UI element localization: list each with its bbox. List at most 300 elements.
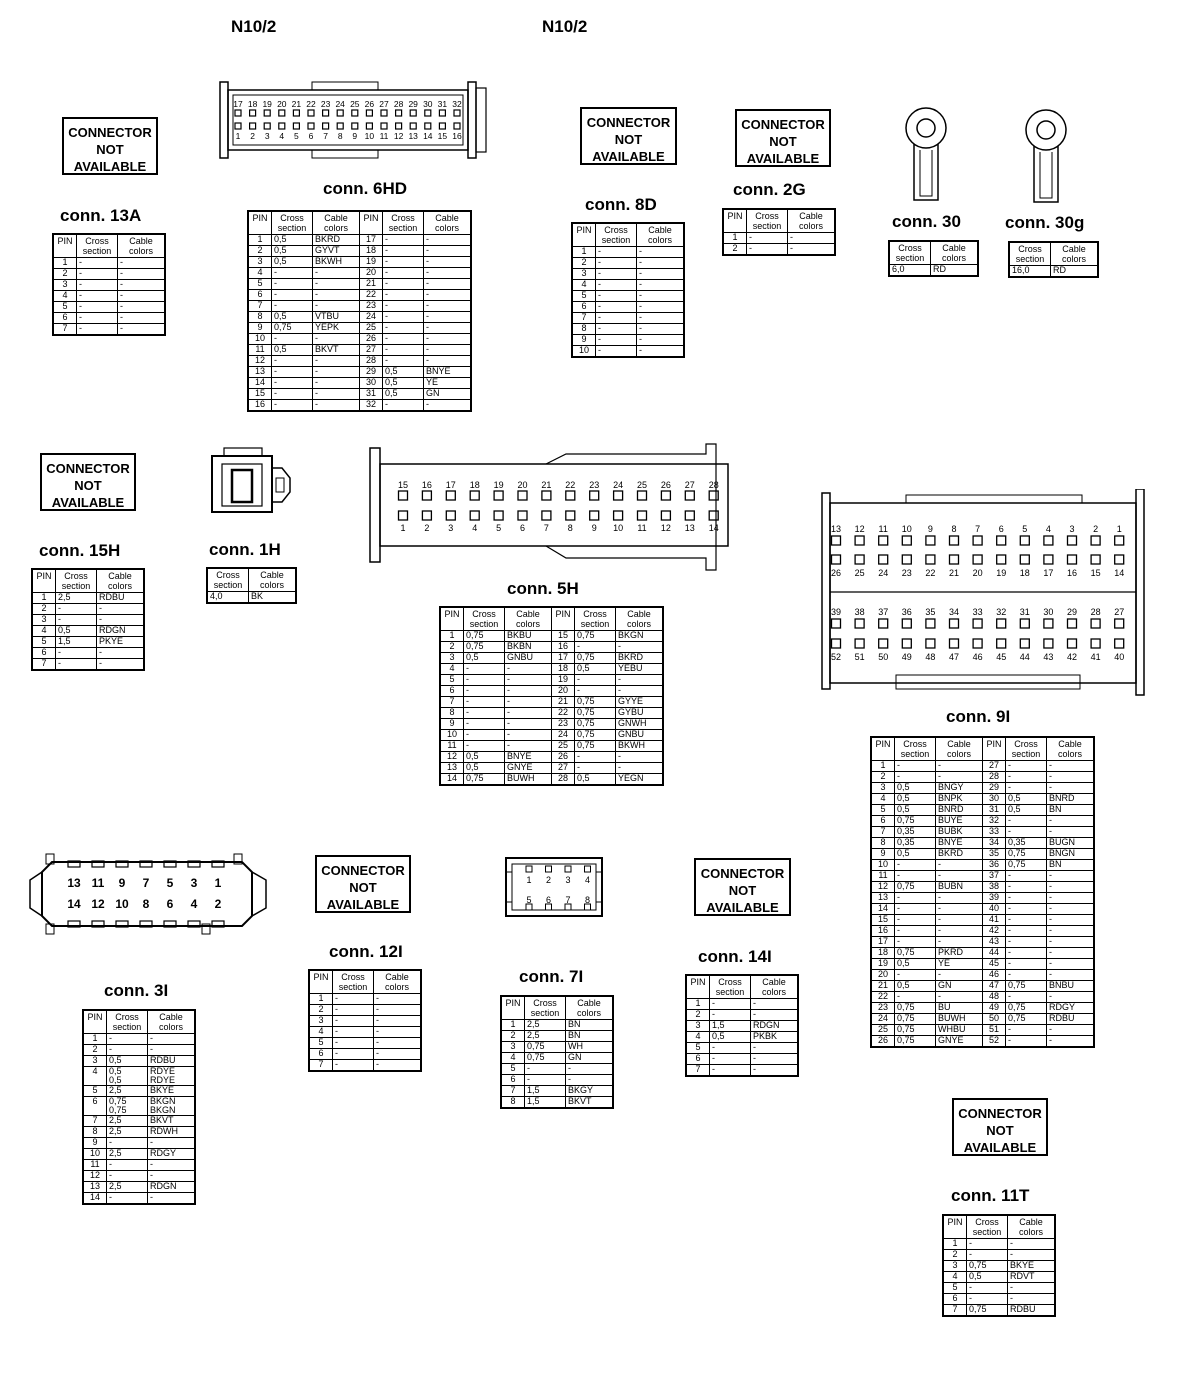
- connector-not-available-box: CONNECTOR NOT AVAILABLE: [735, 109, 831, 167]
- conn-11t-title: conn. 11T: [951, 1186, 1030, 1205]
- cross-section-value: 0,75 0,75: [107, 1097, 148, 1116]
- pin-number: 12: [83, 1171, 107, 1182]
- cross-section-header: Cross section: [1006, 737, 1047, 761]
- cross-section-value: -: [272, 400, 313, 412]
- cable-color-value: -: [616, 763, 664, 774]
- pin-number: 3: [32, 615, 56, 626]
- pin-label: 28: [393, 99, 404, 109]
- cable-colors-header: Cable colors: [1047, 737, 1095, 761]
- cable-color-value: GNBU: [505, 653, 552, 664]
- cross-section-value: -: [895, 926, 936, 937]
- cross-section-value: 0,5: [895, 783, 936, 794]
- pin-label: 28: [1090, 607, 1101, 617]
- pin-number: 1: [501, 1020, 525, 1031]
- cross-section-value: -: [1006, 772, 1047, 783]
- cross-section-value: -: [333, 994, 374, 1005]
- table-row: [32, 637, 144, 648]
- cross-section-value: -: [575, 686, 616, 697]
- cable-color-value: -: [1047, 827, 1095, 838]
- cross-section-header: Cross section: [575, 607, 616, 631]
- table-row: [871, 871, 1094, 882]
- pin-number: 6: [871, 816, 895, 827]
- table-row: [686, 1065, 798, 1077]
- table-row: [871, 827, 1094, 838]
- conn-8d-pin-table: [571, 222, 685, 358]
- pin-label: 32: [996, 607, 1007, 617]
- pin-number: 30: [360, 378, 383, 389]
- pin-number: 26: [871, 1036, 895, 1048]
- pin-label: 30: [1043, 607, 1054, 617]
- pin-label: 1: [235, 131, 241, 141]
- cable-color-value: -: [936, 970, 983, 981]
- table-row: [943, 1294, 1055, 1305]
- cross-section-value: -: [1006, 1025, 1047, 1036]
- cable-color-value: -: [1047, 1036, 1095, 1048]
- cross-section-value: -: [107, 1160, 148, 1171]
- pin-label: 13: [830, 524, 842, 534]
- pin-label: 42: [1066, 652, 1078, 662]
- cable-color-value: BNYE: [936, 838, 983, 849]
- cross-section-value: -: [383, 400, 424, 412]
- pin-label: 2: [424, 523, 430, 533]
- cross-section-value: -: [383, 323, 424, 334]
- pin-number: 2: [943, 1250, 967, 1261]
- pin-label: 29: [408, 99, 418, 109]
- cable-color-value: -: [936, 893, 983, 904]
- pin-label: 15: [437, 131, 448, 141]
- pin-number: 3: [501, 1042, 525, 1053]
- conn-3i-pin-table: [82, 1009, 196, 1205]
- pin-label: 44: [1019, 652, 1030, 662]
- cross-section-value: 0,5: [272, 345, 313, 356]
- conn-13a-title: conn. 13A: [60, 206, 142, 225]
- cable-color-value: -: [936, 904, 983, 915]
- pin-label: 10: [115, 897, 129, 911]
- table-row: [871, 772, 1094, 783]
- cable-color-value: -: [637, 335, 685, 346]
- cross-section-value: 0,75: [272, 323, 313, 334]
- cable-color-value: -: [148, 1138, 196, 1149]
- table-row: [53, 258, 165, 269]
- cross-section-value: -: [967, 1239, 1008, 1250]
- pin-number: 10: [871, 860, 895, 871]
- table-row: [501, 1097, 613, 1109]
- pin-header: PIN: [983, 737, 1006, 761]
- cable-color-value: BKBU: [505, 631, 552, 642]
- pin-number: 30: [983, 794, 1006, 805]
- cable-color-value: -: [788, 233, 836, 244]
- cross-section-value: 0,5: [1006, 805, 1047, 816]
- pin-label: 18: [1019, 568, 1030, 578]
- pin-label: 50: [878, 652, 889, 662]
- cable-color-value: -: [424, 334, 472, 345]
- pin-label: 49: [901, 652, 912, 662]
- conn-6hd-pin-table: [247, 210, 472, 412]
- table-row: [572, 258, 684, 269]
- cable-color-value: -: [936, 860, 983, 871]
- conn-12i-title: conn. 12I: [329, 942, 403, 961]
- cable-color-value: BUBN: [936, 882, 983, 893]
- pin-header: PIN: [248, 211, 272, 235]
- cross-section-value: -: [333, 1016, 374, 1027]
- cable-color-value: GNWH: [616, 719, 664, 730]
- table-row: [871, 915, 1094, 926]
- cable-color-value: -: [313, 268, 360, 279]
- cable-color-value: RDGN: [148, 1182, 196, 1193]
- table-row: [871, 882, 1094, 893]
- cross-section-value: -: [596, 291, 637, 302]
- pin-number: 5: [943, 1283, 967, 1294]
- cable-color-value: BUGN: [1047, 838, 1095, 849]
- pin-label: 12: [854, 524, 865, 534]
- cable-color-value: -: [637, 258, 685, 269]
- pin-number: 6: [83, 1097, 107, 1116]
- cross-section-header: Cross section: [889, 241, 931, 265]
- table-row: [440, 675, 663, 686]
- cross-section-value: -: [272, 367, 313, 378]
- table-row: [871, 1036, 1094, 1048]
- cable-color-value: -: [616, 752, 664, 763]
- cable-color-value: -: [118, 291, 166, 302]
- pin-label: 39: [830, 607, 842, 617]
- pin-label: 7: [142, 876, 150, 890]
- pin-number: 6: [440, 686, 464, 697]
- conn-5h-title: conn. 5H: [507, 579, 579, 598]
- pin-number: 18: [552, 664, 575, 675]
- cable-color-value: BKGY: [566, 1086, 614, 1097]
- cross-section-value: -: [383, 235, 424, 246]
- cross-section-value: 2,5: [56, 593, 97, 604]
- pin-header: PIN: [871, 737, 895, 761]
- cross-section-value: -: [464, 697, 505, 708]
- cable-color-value: RDBU: [148, 1056, 196, 1067]
- pin-number: 5: [309, 1038, 333, 1049]
- pin-number: 5: [871, 805, 895, 816]
- cross-section-value: 0,5: [895, 959, 936, 970]
- cable-color-value: GYYE: [616, 697, 664, 708]
- pin-label: 4: [190, 897, 198, 911]
- cable-color-value: BKGN BKGN: [148, 1097, 196, 1116]
- table-row: [83, 1086, 195, 1097]
- table-row: [440, 631, 663, 642]
- cross-section-value: 16,0: [1009, 266, 1051, 278]
- pin-label: 17: [445, 480, 456, 490]
- cable-color-value: RD: [931, 265, 979, 277]
- cable-color-value: -: [1047, 904, 1095, 915]
- conn-12i-pin-table: [308, 969, 422, 1072]
- pin-number: 11: [871, 871, 895, 882]
- pin-label: 13: [408, 131, 418, 141]
- cross-section-value: 0,75: [895, 948, 936, 959]
- cross-section-value: 2,5: [107, 1182, 148, 1193]
- cable-color-value: BNBU: [1047, 981, 1095, 992]
- table-row: [871, 849, 1094, 860]
- table-row: [83, 1182, 195, 1193]
- cable-color-value: -: [637, 313, 685, 324]
- cable-color-value: RDBU: [1047, 1014, 1095, 1025]
- conn-9i-title: conn. 9I: [946, 707, 1011, 726]
- cable-color-value: -: [118, 269, 166, 280]
- pin-number: 22: [552, 708, 575, 719]
- pin-number: 24: [871, 1014, 895, 1025]
- cable-color-value: -: [637, 346, 685, 358]
- pin-number: 2: [572, 258, 596, 269]
- pin-number: 7: [53, 324, 77, 336]
- cross-section-value: -: [1006, 926, 1047, 937]
- cross-section-value: -: [107, 1193, 148, 1205]
- pin-label: 6: [519, 523, 526, 533]
- pin-label: 6: [998, 524, 1004, 534]
- cross-section-value: 0,75: [895, 1003, 936, 1014]
- table-row: [686, 1021, 798, 1032]
- pin-number: 12: [871, 882, 895, 893]
- pin-label: 10: [364, 131, 375, 141]
- cross-section-value: -: [1006, 959, 1047, 970]
- conn-6hd-title: conn. 6HD: [323, 179, 408, 198]
- table-row: [248, 235, 471, 246]
- cable-color-value: BNRD: [1047, 794, 1095, 805]
- cross-section-value: -: [895, 893, 936, 904]
- conn-14i-title: conn. 14I: [698, 947, 772, 966]
- table-row: [943, 1272, 1055, 1283]
- cable-colors-header: Cable colors: [313, 211, 360, 235]
- table-row: [248, 246, 471, 257]
- pin-number: 1: [53, 258, 77, 269]
- connector-not-available-box: CONNECTOR NOT AVAILABLE: [315, 855, 411, 913]
- pin-label: 5: [526, 895, 532, 905]
- cable-color-value: YE: [424, 378, 472, 389]
- pin-number: 2: [32, 604, 56, 615]
- pin-number: 4: [871, 794, 895, 805]
- conn-13a-pin-table: [52, 233, 166, 336]
- pin-number: 10: [572, 346, 596, 358]
- pin-number: 1: [248, 235, 272, 246]
- table-row: [32, 626, 144, 637]
- table-row: [871, 970, 1094, 981]
- table-row: [501, 1075, 613, 1086]
- connector-not-available-box: CONNECTOR NOT AVAILABLE: [952, 1098, 1048, 1156]
- table-row: [248, 389, 471, 400]
- cable-color-value: -: [374, 1027, 422, 1038]
- pin-number: 14: [83, 1193, 107, 1205]
- pin-number: 20: [360, 268, 383, 279]
- pin-number: 1: [871, 761, 895, 772]
- pin-number: 21: [360, 279, 383, 290]
- cross-section-value: -: [596, 335, 637, 346]
- cross-section-value: -: [967, 1250, 1008, 1261]
- cross-section-value: 0,5 0,5: [107, 1067, 148, 1086]
- pin-label: 25: [636, 480, 648, 490]
- cable-color-value: -: [1047, 761, 1095, 772]
- cross-section-value: -: [1006, 783, 1047, 794]
- cross-section-value: 0,5: [107, 1056, 148, 1067]
- pin-number: 49: [983, 1003, 1006, 1014]
- pin-label: 51: [854, 652, 865, 662]
- pin-number: 12: [440, 752, 464, 763]
- pin-number: 42: [983, 926, 1006, 937]
- pin-number: 22: [360, 290, 383, 301]
- table-row: [871, 926, 1094, 937]
- cable-colors-header: Cable colors: [788, 209, 836, 233]
- cable-color-value: -: [148, 1171, 196, 1182]
- pin-label: 19: [262, 99, 272, 109]
- table-row: [248, 400, 471, 412]
- table-row: [248, 323, 471, 334]
- cable-color-value: -: [637, 280, 685, 291]
- cross-section-value: -: [383, 246, 424, 257]
- table-row: [501, 1053, 613, 1064]
- pin-label: 32: [452, 99, 462, 109]
- pin-number: 11: [248, 345, 272, 356]
- pin-label: 5: [166, 876, 174, 890]
- cable-color-value: BN: [1047, 860, 1095, 871]
- table-row: [83, 1067, 195, 1086]
- cable-color-value: -: [313, 367, 360, 378]
- pin-label: 27: [1114, 607, 1125, 617]
- pin-label: 21: [948, 568, 960, 578]
- cross-section-value: -: [464, 664, 505, 675]
- pin-number: 45: [983, 959, 1006, 970]
- cross-section-value: -: [56, 648, 97, 659]
- cable-color-value: -: [505, 675, 552, 686]
- pin-number: 7: [309, 1060, 333, 1072]
- connector-not-available-box: CONNECTOR NOT AVAILABLE: [40, 453, 136, 511]
- cross-section-value: 0,5: [895, 805, 936, 816]
- table-row: [871, 761, 1094, 772]
- table-row: [943, 1305, 1055, 1317]
- cross-section-value: -: [56, 604, 97, 615]
- cable-color-value: -: [313, 378, 360, 389]
- pin-number: 6: [309, 1049, 333, 1060]
- table-row: [53, 280, 165, 291]
- cross-section-value: -: [747, 233, 788, 244]
- cross-section-value: -: [575, 752, 616, 763]
- pin-number: 5: [248, 279, 272, 290]
- pin-label: 3: [1069, 524, 1075, 534]
- pin-label: 8: [142, 897, 150, 911]
- cross-section-value: -: [710, 1043, 751, 1054]
- pin-label: 14: [423, 131, 433, 141]
- pin-label: 17: [233, 99, 243, 109]
- conn-5h-pin-table: [439, 606, 664, 786]
- cross-section-value: -: [77, 324, 118, 336]
- pin-label: 9: [591, 523, 597, 533]
- table-row: [501, 1031, 613, 1042]
- cross-section-value: -: [272, 290, 313, 301]
- pin-label: 16: [1066, 568, 1078, 578]
- cross-section-value: -: [710, 1010, 751, 1021]
- cable-color-value: BK: [249, 592, 297, 604]
- table-row: [501, 1042, 613, 1053]
- table-row: [83, 1045, 195, 1056]
- pin-number: 2: [53, 269, 77, 280]
- cable-color-value: -: [751, 1065, 799, 1077]
- cable-color-value: PKRD: [936, 948, 983, 959]
- table-row: [943, 1261, 1055, 1272]
- table-row: [83, 1149, 195, 1160]
- pin-number: 26: [552, 752, 575, 763]
- pin-number: 13: [248, 367, 272, 378]
- cross-section-value: 0,5: [967, 1272, 1008, 1283]
- cable-color-value: YE: [936, 959, 983, 970]
- pin-number: 7: [686, 1065, 710, 1077]
- pin-header: PIN: [309, 970, 333, 994]
- cross-section-value: -: [383, 312, 424, 323]
- cross-section-value: 0,5: [56, 626, 97, 637]
- pin-label: 2: [545, 875, 552, 885]
- cable-color-value: -: [1047, 1025, 1095, 1036]
- pin-number: 8: [572, 324, 596, 335]
- pin-number: 26: [360, 334, 383, 345]
- pin-number: 6: [53, 313, 77, 324]
- cable-color-value: RDBU: [1008, 1305, 1056, 1317]
- cross-section-value: -: [107, 1045, 148, 1056]
- cable-color-value: BUBK: [936, 827, 983, 838]
- pin-number: 19: [552, 675, 575, 686]
- cross-section-value: 0,75: [1006, 1003, 1047, 1014]
- cross-section-value: -: [383, 345, 424, 356]
- pin-number: 3: [686, 1021, 710, 1032]
- pin-number: 9: [871, 849, 895, 860]
- cross-section-value: 0,75: [525, 1053, 566, 1064]
- cable-color-value: -: [374, 1060, 422, 1072]
- pin-label: 27: [684, 480, 695, 490]
- pin-number: 7: [572, 313, 596, 324]
- pin-label: 36: [901, 607, 912, 617]
- pin-number: 5: [32, 637, 56, 648]
- cross-section-value: -: [1006, 893, 1047, 904]
- cross-section-header: Cross section: [464, 607, 505, 631]
- table-row: [871, 959, 1094, 970]
- pin-label: 7: [975, 524, 981, 534]
- pin-label: 21: [541, 480, 552, 490]
- pin-number: 11: [440, 741, 464, 752]
- cable-color-value: BKRD: [616, 653, 664, 664]
- pin-number: 34: [983, 838, 1006, 849]
- table-row: [248, 301, 471, 312]
- cable-color-value: -: [97, 615, 145, 626]
- cross-section-value: -: [77, 269, 118, 280]
- pin-number: 28: [552, 774, 575, 786]
- cross-section-value: -: [596, 313, 637, 324]
- pin-label: 6: [545, 895, 552, 905]
- cable-color-value: -: [1008, 1250, 1056, 1261]
- conn-7i-title: conn. 7I: [519, 967, 584, 986]
- pin-label: 2: [1093, 524, 1099, 534]
- cable-color-value: RDWH: [148, 1127, 196, 1138]
- cross-section-value: -: [464, 708, 505, 719]
- pin-number: 8: [83, 1127, 107, 1138]
- pin-number: 1: [440, 631, 464, 642]
- table-row: [871, 783, 1094, 794]
- pin-label: 18: [469, 480, 480, 490]
- pin-label: 9: [352, 131, 358, 141]
- table-row: [309, 1049, 421, 1060]
- table-row: [572, 302, 684, 313]
- cross-section-value: -: [967, 1283, 1008, 1294]
- cable-color-value: -: [751, 1043, 799, 1054]
- table-row: [501, 1020, 613, 1031]
- pin-number: 20: [871, 970, 895, 981]
- cross-section-header: Cross section: [207, 568, 249, 592]
- cross-section-value: 0,5: [464, 752, 505, 763]
- pin-number: 13: [83, 1182, 107, 1193]
- cross-section-value: 0,75: [575, 719, 616, 730]
- cross-section-value: -: [710, 999, 751, 1010]
- pin-label: 19: [996, 568, 1007, 578]
- pin-label: 26: [660, 480, 671, 490]
- table-row: [440, 730, 663, 741]
